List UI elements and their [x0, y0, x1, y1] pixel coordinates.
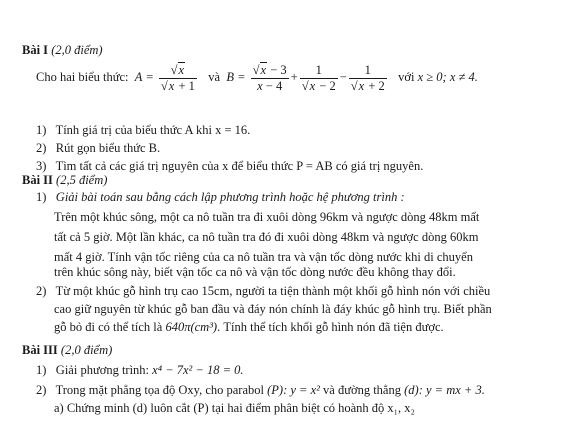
bai1-expressions: Cho hai biểu thức: A = $\frac{√x}{√x + 1}$ và B = $\frac{√x - 3}{x - 4}$ + $\frac{1}{√x - 2}$ − $\frac{1}{√x + 2}$ với x ≥ 0; x ≠ 4. — [36, 63, 478, 93]
bai3-q1-equation: x⁴ − 7x² − 18 = 0. — [152, 363, 244, 377]
expr-a-label: A = — [134, 69, 154, 84]
bai2-q2-line1: Từ một khúc gỗ hình trụ cao 15cm, người ta tiện thành một khối gỗ hình nón với chiều — [55, 284, 491, 298]
bai2-q1-line3: mất 4 giờ. Tính vận tốc riêng của ca nô tuần tra và vận tốc dòng nước khi di chuyển — [54, 250, 473, 264]
bai2-q1-heading: Giải bài toán sau bằng cách lập phương trình hoặc hệ phương trình : — [55, 190, 405, 204]
bai1-q3-text: Tìm tất cả các giá trị nguyên của x để biểu thức P = AB có giá trị nguyên. — [55, 159, 424, 173]
bai2-q1-number: 1) — [36, 190, 47, 204]
bai1-q2 — [36, 142, 160, 155]
bai1-q2-text: Rút gọn biểu thức B. — [55, 141, 161, 155]
bai2-q2-line3-a: gỗ bỏ đi có thể tích là — [54, 320, 163, 334]
bai2-q2-line3 — [54, 321, 444, 334]
bai1-q1-text: Tính giá trị của biểu thức A khi x = 16. — [55, 123, 251, 137]
bai2-heading — [22, 174, 107, 187]
bai1-q3 — [36, 160, 423, 173]
bai1-condition: x ≥ 0; x ≠ 4. — [417, 69, 478, 84]
bai2-q2-line3-c: . Tính thể tích khối gỗ hình nón đã tiện được. — [217, 320, 444, 334]
bai1-with: với — [398, 69, 415, 84]
expr-b-term1: $\frac{√x - 3}{x - 4}$ — [252, 63, 287, 93]
bai3-q1-text: Giải phương trình: — [55, 363, 150, 377]
bai1-points: (2,0 điểm) — [51, 43, 103, 57]
bai3-q2-line: (d): y = mx + 3. — [404, 383, 485, 397]
bai1-heading — [22, 44, 103, 57]
bai1-q2-number: 2) — [36, 141, 47, 155]
bai1-intro: Cho hai biểu thức: — [36, 69, 129, 84]
bai3-heading — [22, 344, 112, 357]
bai2-q1-line2: tất cả 5 giờ. Một lần khác, ca nô tuần tra đó đi xuôi dòng 48km và ngược dòng 60km — [54, 230, 479, 244]
bai3-q2a-partial: a) Chứng minh (d) luôn cắt (P) tại hai điểm phân biệt có hoành độ x₁, x₂ — [54, 401, 415, 415]
bai1-q1 — [36, 124, 250, 137]
bai2-q2-line2: cao giữ nguyên từ khúc gỗ ban đầu và đáy nón chính là đáy khúc gỗ hình trụ. Biết phần — [54, 302, 492, 316]
bai3-q2-text-c: và đường thẳng — [323, 383, 401, 397]
bai3-title: Bài III — [22, 343, 58, 357]
bai1-and: và — [208, 69, 221, 84]
expr-b-term3: $\frac{1}{√x + 2}$ — [350, 63, 385, 93]
bai2-title: Bài II — [22, 173, 53, 187]
bai1-q3-number: 3) — [36, 159, 47, 173]
bai3-q1 — [36, 364, 244, 377]
bai3-q2-parabol: (P): y = x² — [267, 383, 320, 397]
bai3-q2-number: 2) — [36, 383, 47, 397]
bai3-points: (2,0 điểm) — [60, 343, 113, 357]
expr-b-term2: $\frac{1}{√x - 2}$ — [301, 63, 336, 93]
bai3-q2-text-a: Trong mặt phẳng tọa độ Oxy, cho parabol — [55, 383, 264, 397]
bai2-q2-volume: 640π(cm³) — [165, 320, 218, 334]
bai3-q1-number: 1) — [36, 363, 47, 377]
expr-a-fraction: $\frac{√x}{√x + 1}$ — [160, 63, 195, 93]
expr-b-label: B = — [226, 69, 246, 84]
bai2-q2 — [36, 285, 490, 298]
bai2-q1-head — [36, 191, 405, 204]
bai2-q1-line4: trên khúc sông này, biết vận tốc ca nô và vận tốc dòng nước đều không thay đổi. — [54, 265, 456, 279]
bai2-points: (2,5 điểm) — [56, 173, 108, 187]
bai1-q1-number: 1) — [36, 123, 47, 137]
bai2-q1-line1: Trên một khúc sông, một ca nô tuần tra đi xuôi dòng 96km và ngược dòng 48km mất — [54, 210, 480, 224]
bai1-title: Bài I — [22, 43, 49, 57]
bai2-q2-number: 2) — [36, 284, 47, 298]
bai3-q2 — [36, 384, 485, 397]
